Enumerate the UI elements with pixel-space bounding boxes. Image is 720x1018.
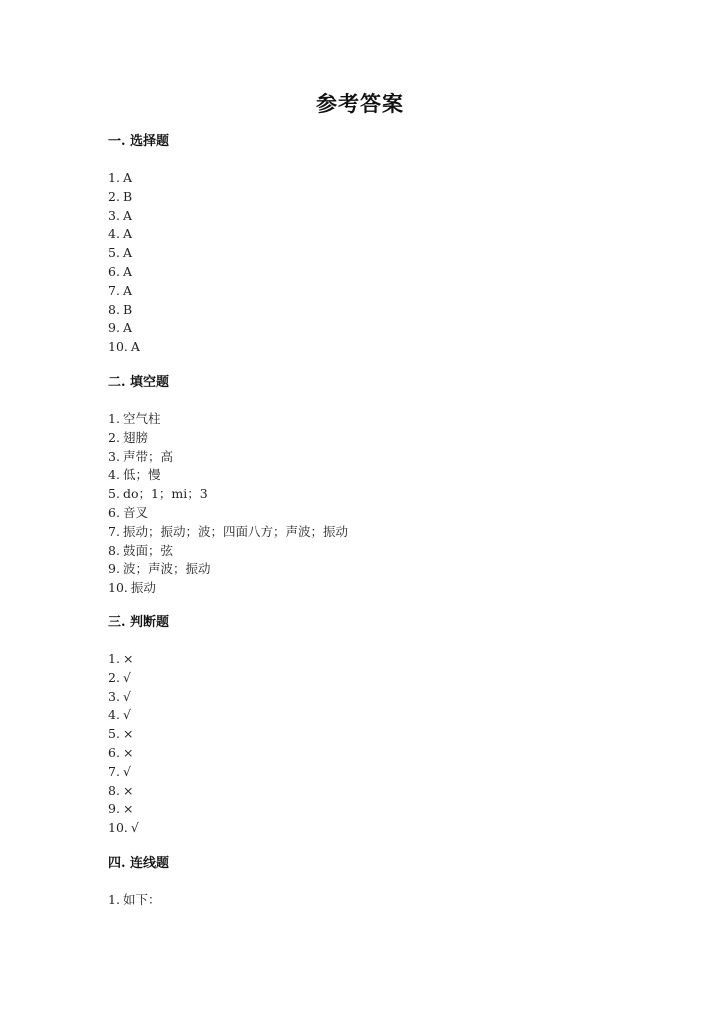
answer-item: 6. × bbox=[108, 744, 134, 760]
answer-item: 4. 低；慢 bbox=[108, 467, 161, 483]
answer-item: 10. 振动 bbox=[108, 580, 156, 596]
answer-list bbox=[108, 891, 668, 910]
answer-item: 8. 鼓面；弦 bbox=[108, 542, 173, 558]
answer-item: 8. × bbox=[108, 782, 134, 798]
answer-item: 6. A bbox=[108, 263, 132, 279]
answer-item: 9. × bbox=[108, 801, 134, 817]
answer-item: 2. B bbox=[108, 188, 133, 204]
answer-item: 2. √ bbox=[108, 669, 131, 685]
answer-item: 5. do；1；mi；3 bbox=[108, 486, 208, 502]
answer-item: 8. B bbox=[108, 301, 133, 317]
answer-list bbox=[108, 410, 668, 598]
answer-item: 10. A bbox=[108, 339, 140, 355]
answer-item: 9. 波；声波；振动 bbox=[108, 561, 211, 577]
section-multiple-choice bbox=[108, 132, 668, 357]
answer-item: 3. A bbox=[108, 207, 132, 223]
answer-item: 5. A bbox=[108, 245, 132, 261]
answer-item: 7. A bbox=[108, 282, 132, 298]
page-title: 参考答案 bbox=[316, 91, 404, 116]
answer-item: 4. √ bbox=[108, 707, 131, 723]
section-heading: 二. 填空题 bbox=[108, 375, 170, 390]
answer-item: 3. √ bbox=[108, 688, 131, 704]
section-heading: 一. 选择题 bbox=[108, 134, 170, 149]
answer-item: 7. √ bbox=[108, 763, 131, 779]
answer-item: 10. √ bbox=[108, 820, 139, 836]
answer-item: 4. A bbox=[108, 226, 132, 242]
section-fill-in-blank bbox=[108, 373, 668, 598]
answer-item: 9. A bbox=[108, 320, 132, 336]
answer-item: 1. A bbox=[108, 170, 132, 185]
answer-item: 6. 音叉 bbox=[108, 504, 148, 520]
section-heading: 四. 连线题 bbox=[108, 856, 170, 871]
answer-item: 1. 空气柱 bbox=[108, 411, 161, 426]
answer-list bbox=[108, 650, 668, 838]
answer-item: 3. 声带；高 bbox=[108, 448, 173, 464]
answer-item: 1. × bbox=[108, 651, 134, 666]
answer-item: 5. × bbox=[108, 726, 134, 742]
answer-item: 1. 如下： bbox=[108, 892, 161, 907]
answer-list bbox=[108, 169, 668, 357]
section-heading: 三. 判断题 bbox=[108, 615, 170, 630]
answer-item: 2. 翅膀 bbox=[108, 429, 148, 445]
answer-item: 7. 振动；振动；波；四面八方；声波；振动 bbox=[108, 523, 348, 539]
section-true-false bbox=[108, 613, 668, 838]
section-matching bbox=[108, 854, 668, 910]
